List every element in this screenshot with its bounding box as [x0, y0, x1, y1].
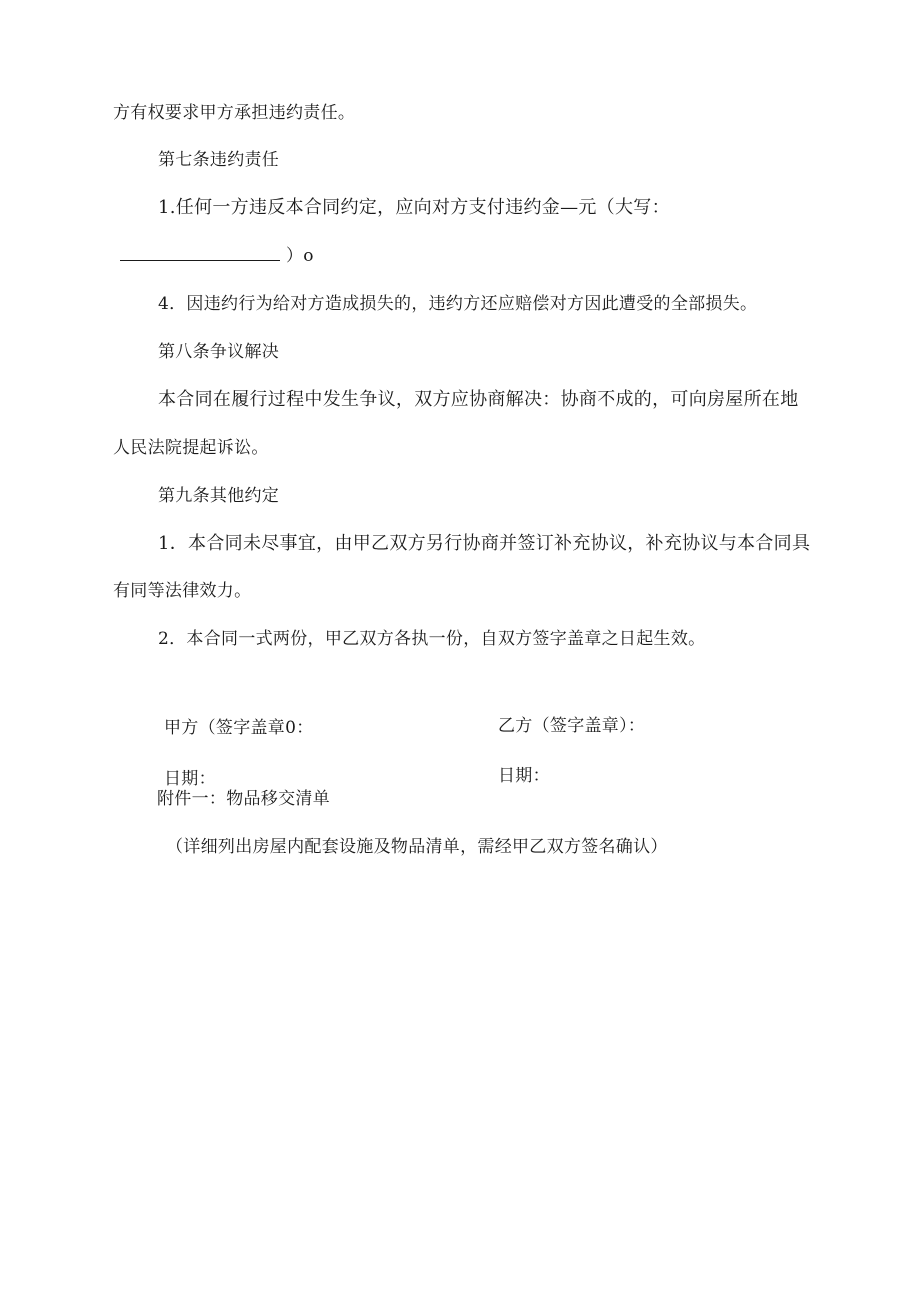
- paragraph-continuation: 方有权要求甲方承担违约责任。: [113, 103, 356, 123]
- article-9-title: 第九条其他约定: [158, 486, 280, 506]
- party-a-date-label: 日期：: [164, 769, 216, 789]
- article-7-item-4: 4．因违约行为给对方造成损失的，违约方还应赔偿对方因此遭受的全部损失。: [158, 294, 758, 314]
- attachment-note: （详细列出房屋内配套设施及物品清单，需经甲乙双方签名确认）: [166, 837, 668, 857]
- article-7-item-1-end: ）o: [286, 246, 314, 266]
- article-7-item-1: 1.任何一方违反本合同约定，应向对方支付违约金—元（大写：: [158, 197, 670, 218]
- article-9-item-1-line-1: 1．本合同未尽事宜，由甲乙双方另行协商并签订补充协议，补充协议与本合同具: [158, 533, 811, 554]
- article-9-item-1-line-2: 有同等法律效力。: [113, 581, 252, 601]
- article-8-title: 第八条争议解决: [158, 342, 280, 362]
- article-8-body-line-1: 本合同在履行过程中发生争议，双方应协商解决：协商不成的，可向房屋所在地: [158, 389, 799, 410]
- article-8-body-line-2: 人民法院提起诉讼。: [113, 438, 269, 458]
- article-7-item-1-continuation: [120, 245, 314, 267]
- party-a-signature-label: 甲方（签字盖章0：: [164, 718, 314, 738]
- article-9-item-2: 2．本合同一式两份，甲乙双方各执一份，自双方签字盖章之日起生效。: [158, 629, 706, 649]
- attachment-title: 附件一：物品移交清单: [157, 789, 330, 809]
- amount-blank: [120, 246, 280, 261]
- party-b-date-label: 日期：: [498, 766, 550, 786]
- party-b-signature-label: 乙方（签字盖章）：: [498, 716, 646, 736]
- article-7-title: 第七条违约责任: [158, 150, 280, 170]
